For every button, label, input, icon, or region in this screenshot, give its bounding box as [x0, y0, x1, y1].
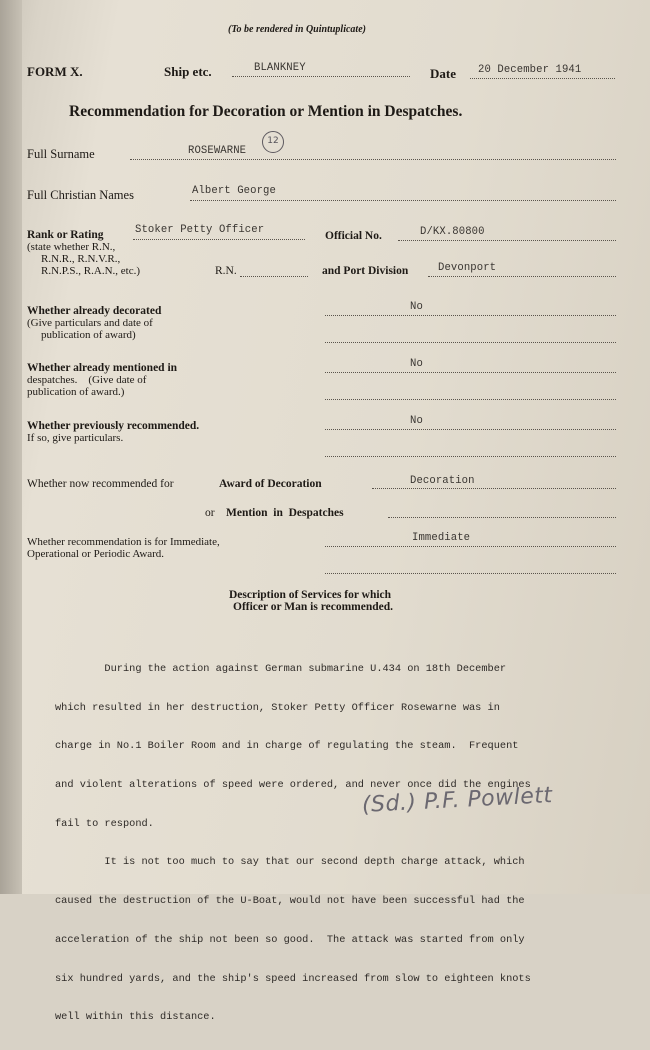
award-label-b: Award of Decoration — [219, 478, 322, 490]
immediate-label-1: Whether recommendation is for Immediate, — [27, 536, 220, 548]
award-dotted-line — [372, 488, 616, 489]
description-line: six hundred yards, and the ship's speed increased from slow to eighteen knots — [55, 972, 531, 985]
rank-dotted-line — [133, 239, 305, 240]
rank-sub-3: R.N.P.S., R.A.N., etc.) — [41, 265, 141, 277]
port-division-value: Devonport — [438, 262, 497, 274]
date-value: 20 December 1941 — [478, 64, 582, 76]
official-no-value: D/KX.80800 — [420, 226, 485, 238]
immediate-dotted-line-2 — [325, 573, 616, 574]
description-line: charge in No.1 Boiler Room and in charge of regulating the steam. Frequent — [55, 740, 519, 753]
ship-value: BLANKNEY — [254, 62, 306, 74]
rank-value: Stoker Petty Officer — [135, 224, 265, 236]
prev-dotted-line-2 — [325, 456, 616, 457]
description-line: fail to respond. — [55, 817, 154, 830]
rank-label: Rank or Rating — [27, 229, 104, 241]
surname-dotted-line — [130, 159, 616, 160]
mentioned-dotted-line-1 — [325, 372, 616, 373]
prev-recommended-label-2: If so, give particulars. — [27, 432, 124, 444]
description-heading-1: Description of Services for which — [229, 589, 392, 601]
immediate-dotted-line-1 — [325, 546, 616, 547]
description-line: well within this distance. — [55, 1011, 216, 1024]
mentioned-value: No — [410, 358, 423, 370]
description-line: acceleration of the ship not been so good. The attack was started from only — [55, 933, 525, 946]
prev-dotted-line-1 — [325, 429, 616, 430]
port-dotted-line — [428, 276, 616, 277]
ship-dotted-line — [232, 76, 410, 77]
description-line: caused the destruction of the U-Boat, would not have been successful had the — [55, 895, 525, 908]
quintuplicate-note: (To be rendered in Quintuplicate) — [228, 24, 366, 35]
surname-label: Full Surname — [27, 147, 95, 161]
rank-sub-2: R.N.R., R.N.V.R., — [41, 253, 121, 265]
port-division-label: and Port Division — [322, 265, 409, 277]
description-text — [55, 637, 635, 1050]
prev-recommended-label-1: Whether previously recommended. — [27, 420, 200, 432]
christian-dotted-line — [190, 200, 616, 201]
surname-value: ROSEWARNE — [188, 145, 247, 157]
mentioned-label-3: publication of award.) — [27, 386, 125, 398]
prev-recommended-value: No — [410, 415, 423, 427]
service-dotted-line — [240, 276, 308, 277]
service-value: R.N. — [215, 265, 237, 277]
description-line: During the action against German submarine U.434 on 18th December — [55, 662, 507, 675]
award-value: Decoration — [410, 475, 475, 487]
circled-number-mark: 12 — [262, 131, 284, 153]
decorated-label-2: (Give particulars and date of — [27, 317, 153, 329]
ship-label: Ship etc. — [164, 64, 212, 79]
description-line: It is not too much to say that our second depth charge attack, which — [55, 856, 525, 869]
christian-names-value: Albert George — [192, 185, 276, 197]
immediate-value: Immediate — [412, 532, 471, 544]
form-title: Recommendation for Decoration or Mention in Despatches. — [69, 103, 463, 120]
mention-despatches-label: Mention in Despatches — [226, 507, 344, 519]
christian-names-label: Full Christian Names — [27, 188, 134, 202]
mention-dotted-line — [388, 517, 616, 518]
description-heading-2: Officer or Man is recommended. — [233, 601, 394, 613]
description-line: which resulted in her destruction, Stoker Petty Officer Rosewarne was in — [55, 701, 500, 714]
description-line: and violent alterations of speed were ordered, and never once did the engines — [55, 778, 531, 791]
decorated-label-3: publication of award) — [41, 329, 136, 341]
date-label: Date — [430, 66, 456, 81]
award-label-a: Whether now recommended for — [27, 478, 174, 490]
immediate-label-2: Operational or Periodic Award. — [27, 548, 165, 560]
official-no-label: Official No. — [325, 230, 382, 242]
decorated-value: No — [410, 301, 423, 313]
mentioned-dotted-line-2 — [325, 399, 616, 400]
handwritten-signature: (Sd.) P.F. Powlett — [361, 783, 554, 818]
decorated-dotted-line-2 — [325, 342, 616, 343]
decorated-label-1: Whether already decorated — [27, 305, 162, 317]
date-dotted-line — [470, 78, 615, 79]
mentioned-label-1: Whether already mentioned in — [27, 362, 178, 374]
official-dotted-line — [398, 240, 616, 241]
form-label: FORM X. — [27, 64, 83, 79]
mentioned-label-2: despatches. (Give date of — [27, 374, 147, 386]
decorated-dotted-line-1 — [325, 315, 616, 316]
rank-sub-1: (state whether R.N., — [27, 241, 116, 253]
or-label: or — [205, 507, 215, 519]
